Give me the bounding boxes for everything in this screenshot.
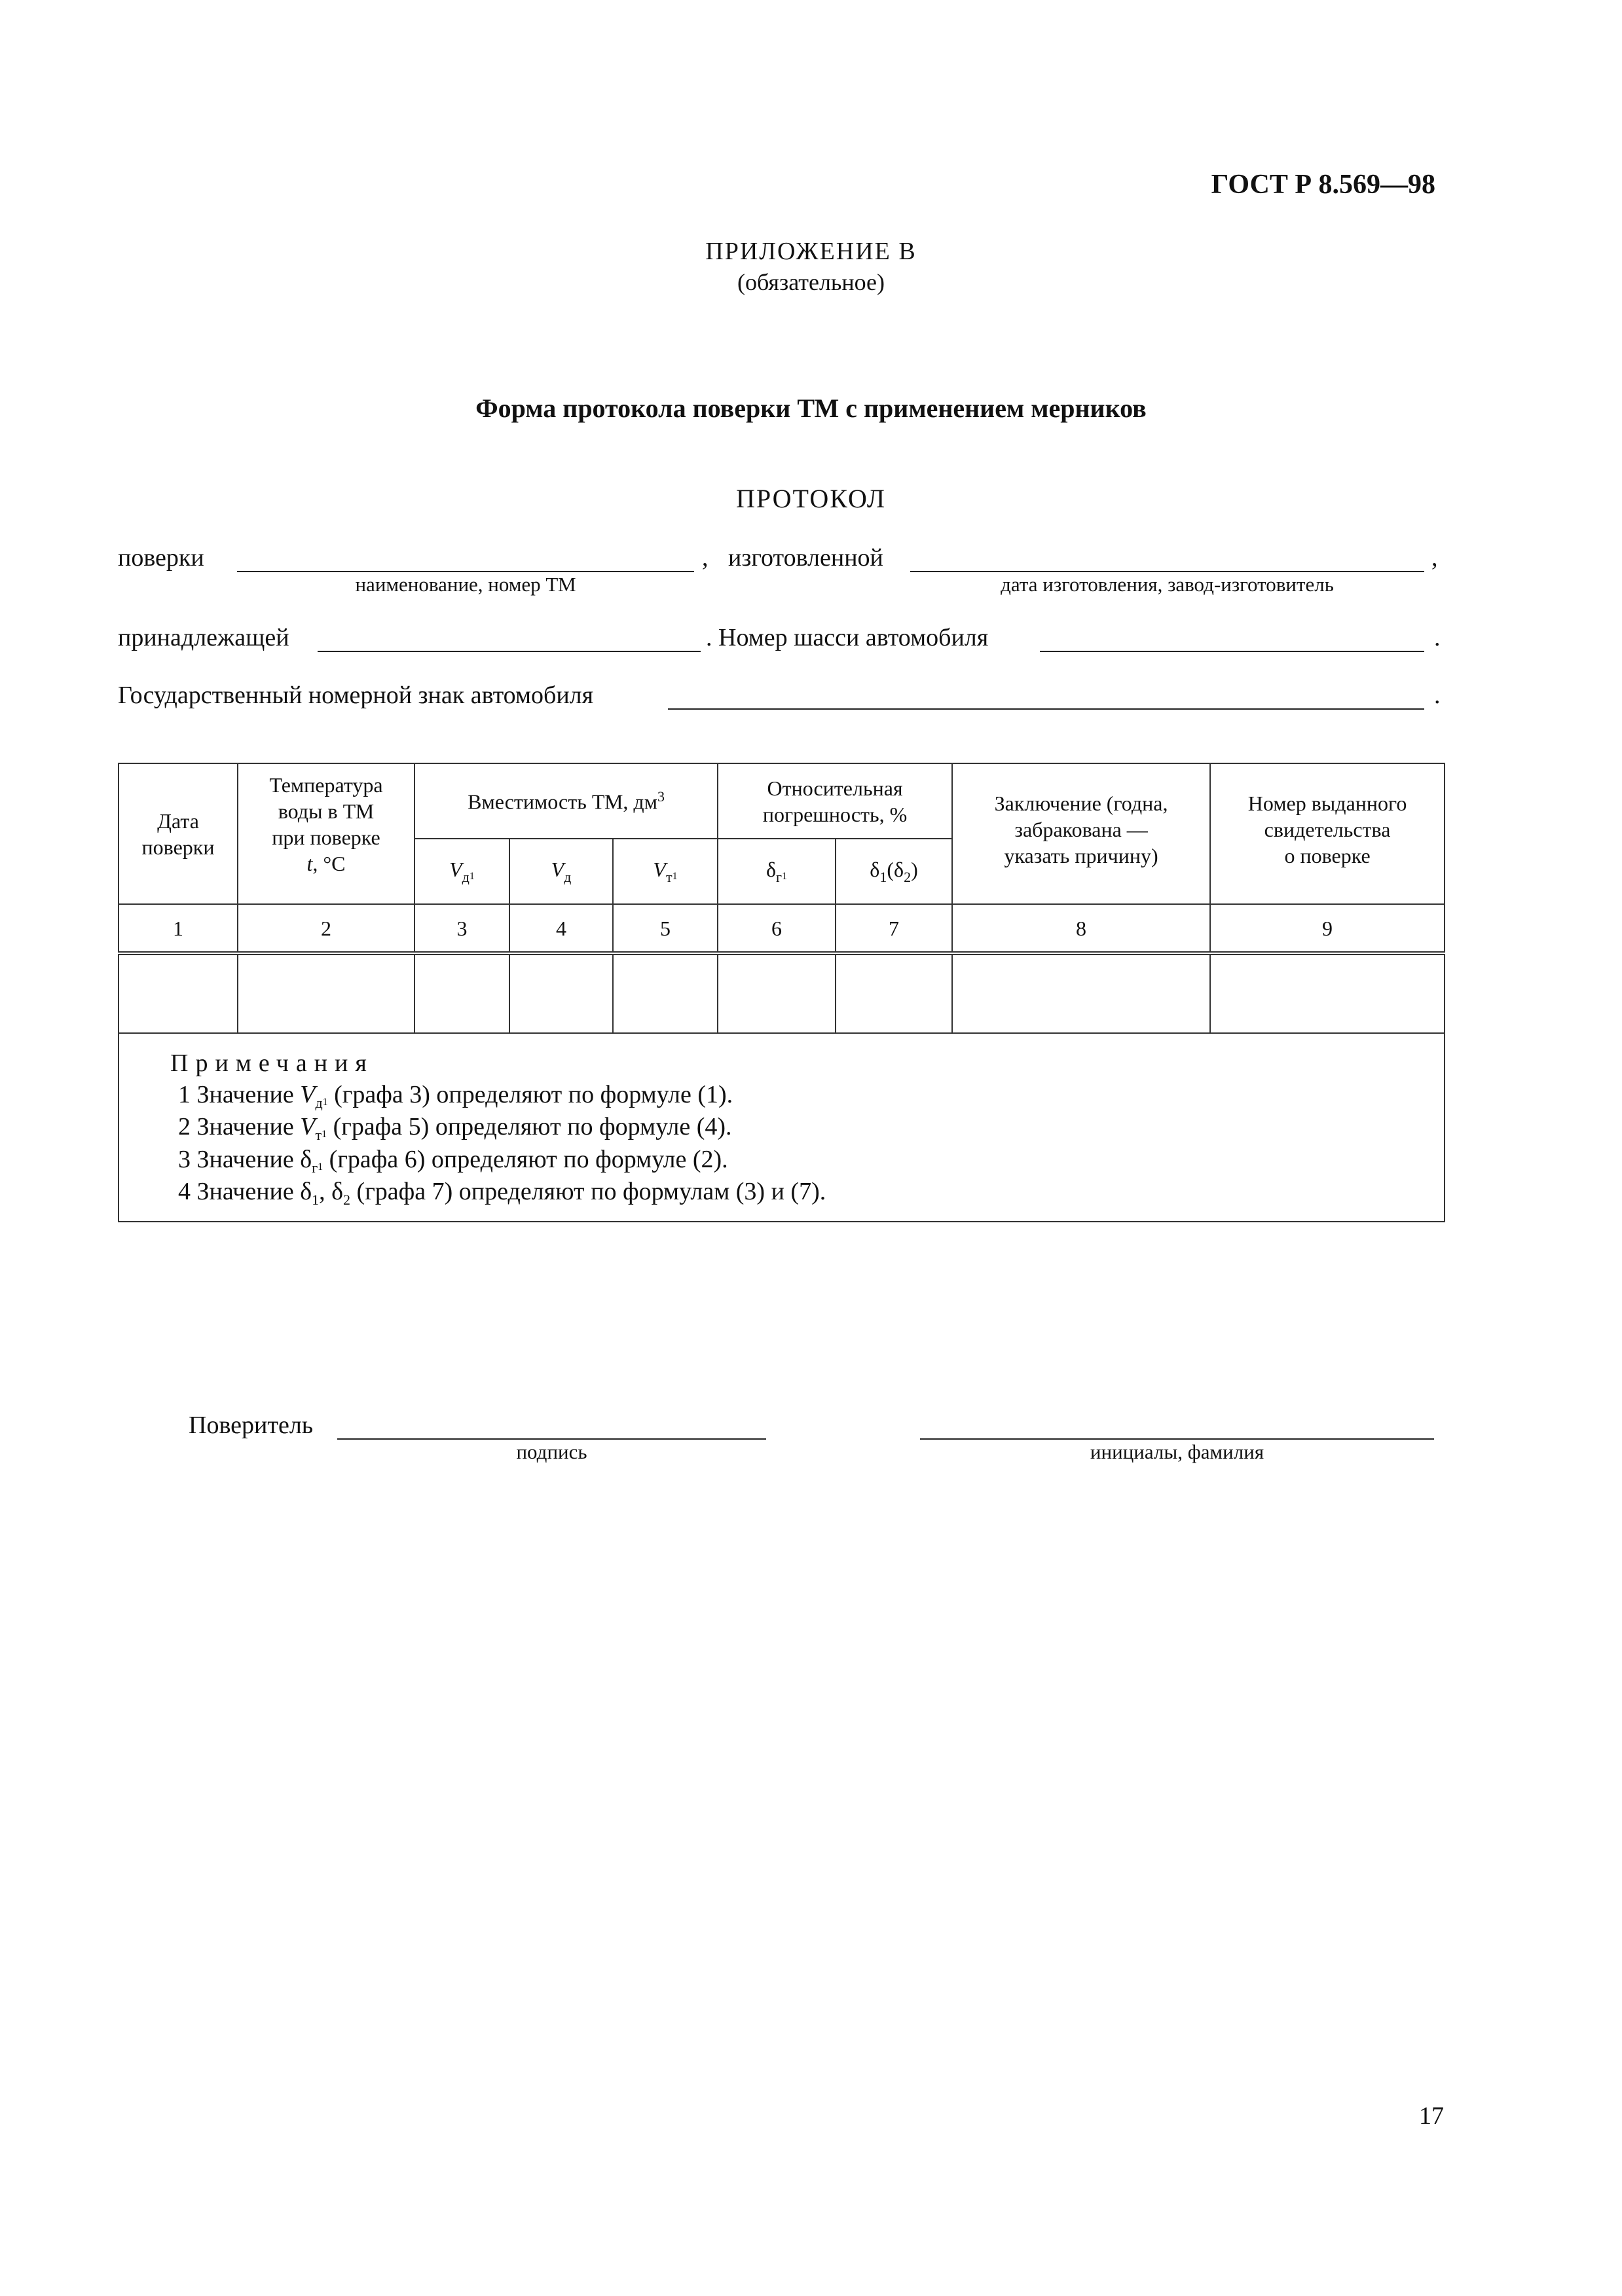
- name-line[interactable]: [920, 1438, 1434, 1440]
- field-caption-tm-name: наименование, номер ТМ: [355, 573, 576, 596]
- empty-cell[interactable]: [836, 953, 952, 1033]
- empty-cell[interactable]: [509, 953, 613, 1033]
- field-end-period-2: .: [1434, 682, 1441, 709]
- appendix-title: ПРИЛОЖЕНИЕ В: [705, 238, 917, 265]
- empty-cell[interactable]: [613, 953, 718, 1033]
- empty-cell[interactable]: [1210, 953, 1445, 1033]
- name-caption: инициалы, фамилия: [1090, 1440, 1264, 1463]
- field-caption-manufacture-info: дата изготовления, завод-изготовитель: [1001, 573, 1334, 596]
- signature-line[interactable]: [337, 1438, 766, 1440]
- table-row: [119, 953, 1445, 1033]
- notes-title: Примечания: [170, 1049, 374, 1077]
- field-line-manufacture-info[interactable]: [910, 571, 1424, 572]
- protocol-table: [118, 763, 1445, 1222]
- subheader-v-d: $V_д$: [509, 839, 613, 904]
- subheader-delta-g1: $\delta_г1$: [718, 839, 836, 904]
- empty-cell[interactable]: [119, 953, 238, 1033]
- header-temperature: Температура воды в ТМ при поверке t, °С: [238, 763, 415, 904]
- subheader-v-t1: $V_т1$: [613, 839, 718, 904]
- empty-cell[interactable]: [415, 953, 509, 1033]
- column-number-row: [119, 904, 1445, 953]
- note-2: 2 Значение $V_т1$ (графа 5) определяют по формуле (4).: [178, 1113, 732, 1143]
- subheader-v-d1: $V_д1$: [415, 839, 509, 904]
- notes-block: [119, 1033, 1445, 1222]
- header-relative-error: Относительная погрешность, %: [718, 763, 952, 839]
- field-label-owner: принадлежащей: [118, 624, 289, 651]
- subheader-delta-pair: $\delta_1(\delta_2)$: [836, 839, 952, 904]
- field-label-verification: поверки: [118, 544, 204, 572]
- column-number: 7: [836, 904, 952, 953]
- field-label-chassis: . Номер шасси автомобиля: [706, 624, 989, 651]
- empty-cell[interactable]: [952, 953, 1210, 1033]
- field-line-chassis-number[interactable]: [1040, 651, 1424, 652]
- field-separator: ,: [702, 544, 709, 572]
- header-capacity: Вместимость ТМ, $дм^3$: [415, 763, 718, 839]
- field-line-plate-number[interactable]: [668, 708, 1424, 710]
- field-label-manufactured: изготовленной: [728, 544, 883, 572]
- note-3: 3 Значение $\delta_г1$ (графа 6) определяют по формуле (2).: [178, 1145, 728, 1176]
- note-1: 1 Значение $V_д1$ (графа 3) определяют по формуле (1).: [178, 1080, 733, 1111]
- note-4: 4 Значение $\delta_1$, $\delta_2$ (графа 7) определяют по формулам (3) и (7).: [178, 1178, 826, 1208]
- field-end-period: .: [1434, 624, 1441, 651]
- signature-caption: подпись: [516, 1440, 587, 1463]
- verifier-label: Поверитель: [189, 1412, 314, 1439]
- column-number: 9: [1210, 904, 1445, 953]
- column-number: 6: [718, 904, 836, 953]
- column-number: 5: [613, 904, 718, 953]
- field-line-tm-name[interactable]: [237, 571, 694, 572]
- column-number: 8: [952, 904, 1210, 953]
- field-line-owner[interactable]: [318, 651, 701, 652]
- page-number: 17: [1419, 2102, 1444, 2130]
- empty-cell[interactable]: [238, 953, 415, 1033]
- header-date: Дата поверки: [119, 763, 238, 904]
- empty-cell[interactable]: [718, 953, 836, 1033]
- column-number: 3: [415, 904, 509, 953]
- appendix-subtitle: (обязательное): [737, 269, 885, 295]
- column-number: 1: [119, 904, 238, 953]
- header-conclusion: Заключение (годна, забракована — указать причину): [952, 763, 1210, 904]
- column-number: 4: [509, 904, 613, 953]
- form-title: Форма протокола поверки ТМ с применением мерников: [475, 393, 1147, 423]
- field-end-comma: ,: [1431, 544, 1438, 572]
- field-label-plate: Государственный номерной знак автомобиля: [118, 682, 594, 709]
- header-certificate: Номер выданного свидетельства о поверке: [1210, 763, 1445, 904]
- column-number: 2: [238, 904, 415, 953]
- protocol-title: ПРОТОКОЛ: [735, 484, 886, 513]
- document-code: ГОСТ Р 8.569—98: [1211, 170, 1435, 200]
